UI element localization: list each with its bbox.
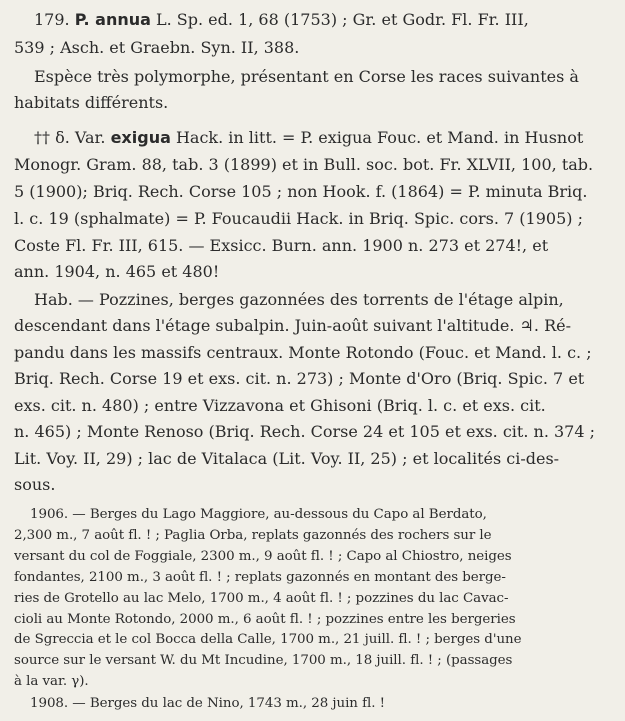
description-line-1: Espèce très polymorphe, présentant en Corse les races suivantes à [34,67,579,86]
variety-line-1 [34,127,611,149]
obs-1906-line-5: ries de Grotello au lac Melo, 1700 m., 4 août fl. ! ; pozzines du lac Cavac- [14,591,509,606]
habitat-line-7: Lit. Voy. II, 29) ; lac de Vitalaca (Lit. Voy. II, 25) ; et localités ci-des- [14,449,560,468]
obs-1906-line-4: fondantes, 2100 m., 3 août fl. ! ; replats gazonnés en montant des berge- [14,570,506,585]
habitat-line-8: sous. [14,475,56,494]
variety-line-4: l. c. 19 (sphalmate) = P. Foucaudii Hack. in Briq. Spic. cors. 7 (1905) ; [14,209,583,228]
habitat-line-1: Hab. — Pozzines, berges gazonnées des torrents de l'étage alpin, [34,290,564,309]
description-line-2: habitats différents. [14,93,169,112]
obs-1906-line-8: source sur le versant W. du Mt Incudine, 1700 m., 18 juill. fl. ! ; (passages [14,653,513,668]
obs-1906-line-2: 2,300 m., 7 août fl. ! ; Paglia Orba, replats gazonnés des rochers sur le [14,528,492,543]
obs-1906-line-7: de Sgreccia et le col Bocca della Calle, 1700 m., 21 juill. fl. ! ; berges d'une [14,632,522,647]
habitat-line-2: descendant dans l'étage subalpin. Juin-août suivant l'altitude. ♃. Ré- [14,316,571,335]
habitat-line-3: pandu dans les massifs centraux. Monte Rotondo (Fouc. et Mand. l. c. ; [14,343,592,362]
variety-line-5: Coste Fl. Fr. III, 615. — Exsicc. Burn. ann. 1900 n. 273 et 274!, et [14,236,549,255]
habitat-line-4: Briq. Rech. Corse 19 et exs. cit. n. 273) ; Monte d'Oro (Briq. Spic. 7 et [14,369,585,388]
species-heading-line-2: 539 ; Asch. et Graebn. Syn. II, 388. [14,38,300,57]
obs-1908-line-1: 1908. — Berges du lac de Nino, 1743 m., 28 juin fl. ! [30,696,385,711]
variety-name: exigua [110,128,171,147]
obs-1906-line-9: à la var. γ). [14,674,89,689]
obs-1906-line-6: cioli au Monte Rotondo, 2000 m., 6 août fl. ! ; pozzines entre les bergeries [14,612,516,627]
variety-line-3: 5 (1900); Briq. Rech. Corse 105 ; non Hook. f. (1864) = P. minuta Briq. [14,182,588,201]
habitat-line-6: n. 465) ; Monte Renoso (Briq. Rech. Corse 24 et 105 et exs. cit. n. 374 ; [14,422,596,441]
species-heading-line-1 [34,9,611,31]
variety-line-2: Monogr. Gram. 88, tab. 3 (1899) et in Bull. soc. bot. Fr. XLVII, 100, tab. [14,155,594,174]
variety-prefix: †† δ. Var. [34,128,111,147]
obs-1906-line-3: versant du col de Foggiale, 2300 m., 9 août fl. ! ; Capo al Chiostro, neiges [14,549,512,564]
obs-1906-line-1: 1906. — Berges du Lago Maggiore, au-dessous du Capo al Berdato, [30,507,487,522]
variety-citation: Hack. in litt. = P. exigua Fouc. et Mand. in Husnot [170,128,584,147]
variety-line-6: ann. 1904, n. 465 et 480! [14,262,220,281]
habitat-line-5: exs. cit. n. 480) ; entre Vizzavona et Ghisoni (Briq. l. c. et exs. cit. [14,396,546,415]
species-number: 179. [34,10,70,29]
species-name: P. annua [74,10,151,29]
species-citation: L. Sp. ed. 1, 68 (1753) ; Gr. et Godr. Fl. Fr. III, [150,10,529,29]
